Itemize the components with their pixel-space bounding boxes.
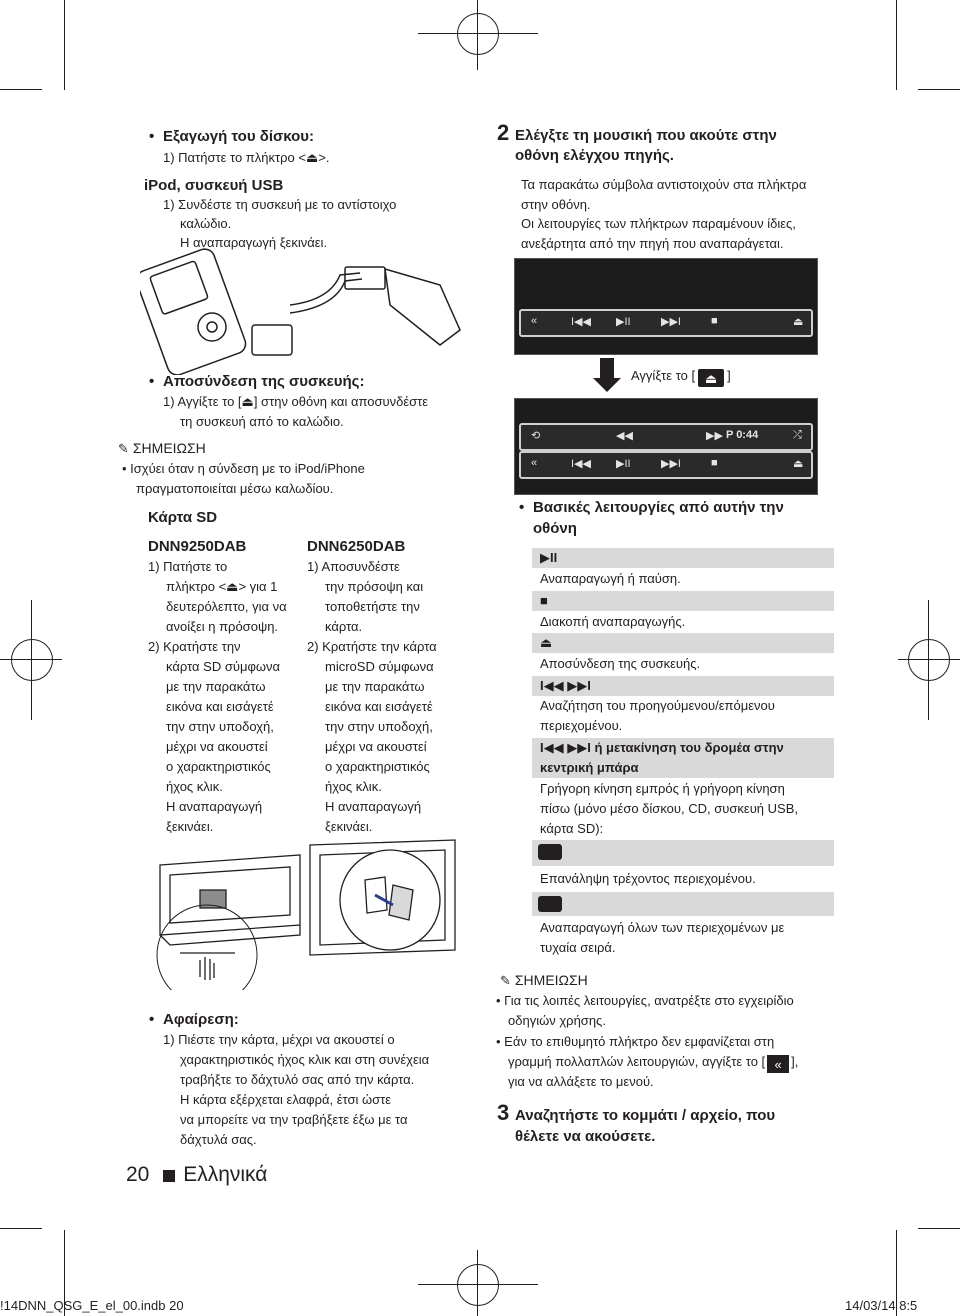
function-desc: Αναζήτηση του προηγούμενου/επόμενου xyxy=(540,698,775,713)
model-a-line: εικόνα και εισάγετέ xyxy=(166,699,274,714)
eject-icon[interactable]: ⏏ xyxy=(793,458,804,470)
note-line: • Για τις λοιπές λειτουργίες, ανατρέξτε στο εγχειρίδιο xyxy=(496,993,794,1008)
step-3-number: 3 xyxy=(497,1100,510,1125)
microsd-illustration xyxy=(305,835,470,960)
model-a-line: Η αναπαραγωγή xyxy=(166,799,263,814)
crop-mark xyxy=(896,0,897,90)
function-desc: Επανάληψη τρέχοντος περιεχομένου. xyxy=(540,871,756,886)
model-a-line: ξεκινάει. xyxy=(166,819,214,834)
registration-mark xyxy=(457,1264,499,1306)
model-a-line: κάρτα SD σύμφωνα xyxy=(166,659,281,674)
model-b-line: την στην υποδοχή, xyxy=(325,719,433,734)
model-a-line: 2) Κρατήστε την xyxy=(148,639,241,654)
remove-line: τραβήξτε το δάχτυλό σας από την κάρτα. xyxy=(180,1072,415,1087)
model-b-line: ήχος κλικ. xyxy=(325,779,382,794)
step-2-heading: Ελέγξτε τη μουσική που ακούτε στην xyxy=(515,127,777,144)
ipod-step: Η αναπαραγωγή ξεκινάει. xyxy=(180,235,328,250)
menu-left-icon[interactable]: « xyxy=(531,457,538,469)
remove-line: να μπορείτε να την τραβήξετε έξω με τα xyxy=(180,1112,408,1127)
sd-card-illustration xyxy=(150,835,310,990)
touch-instruction xyxy=(631,366,731,387)
crop-mark xyxy=(918,1228,960,1229)
seek-key: I◀◀ ▶▶I ή μετακίνηση του δρομέα στην xyxy=(540,740,784,755)
registration-mark xyxy=(457,13,499,55)
note-text: ], xyxy=(791,1054,799,1069)
remove-line: δάχτυλά σας. xyxy=(180,1132,257,1147)
model-b-line: Η αναπαραγωγή xyxy=(325,799,422,814)
model-b-line: με την παρακάτω xyxy=(325,679,425,694)
function-key-bar xyxy=(532,548,834,568)
function-desc: Αναπαραγωγή ή παύση. xyxy=(540,571,681,586)
model-b-line: εικόνα και εισάγετέ xyxy=(325,699,433,714)
note-line: • Εάν το επιθυμητό πλήκτρο δεν εμφανίζεται στη xyxy=(496,1034,775,1049)
function-key-bar xyxy=(532,738,834,778)
note-line: πραγματοποιείται μέσω καλωδίου. xyxy=(136,481,334,496)
function-key-bar xyxy=(532,676,834,696)
step-3-heading: θέλετε να ακούσετε. xyxy=(515,1128,656,1145)
model-a-line: δευτερόλεπτο, για να xyxy=(166,599,287,614)
function-key-bar xyxy=(532,591,834,611)
ipod-usb-illustration xyxy=(140,245,470,375)
pencil-icon: ✎ xyxy=(118,441,129,456)
function-desc: Γρήγορη κίνηση εμπρός ή γρήγορη κίνηση xyxy=(540,781,785,796)
model-a-line: με την παρακάτω xyxy=(166,679,266,694)
repeat-icon xyxy=(538,844,562,860)
repeat-icon[interactable]: ⟲ xyxy=(531,430,541,442)
stop-icon[interactable]: ■ xyxy=(711,457,718,469)
play-pause-key: ▶II xyxy=(540,550,558,565)
print-date-label: 14/03/14 8:5 xyxy=(845,1298,918,1313)
function-desc: Αποσύνδεση της συσκευής. xyxy=(540,656,701,671)
model-a-title: DNN9250DAB xyxy=(148,538,247,555)
function-desc: περιεχομένου. xyxy=(540,718,623,733)
function-desc: τυχαία σειρά. xyxy=(540,940,616,955)
function-key-bar xyxy=(532,633,834,653)
function-desc: Αναπαραγωγή όλων των περιεχομένων με xyxy=(540,920,785,935)
note-title: ΣΗΜΕΙΩΣΗ xyxy=(514,972,588,988)
menu-key-icon: « xyxy=(767,1055,789,1073)
step-2-desc: Τα παρακάτω σύμβολα αντιστοιχούν στα πλήκτρα xyxy=(521,177,807,192)
down-arrow-shaft xyxy=(600,358,614,380)
touch-label-end: ] xyxy=(727,368,731,383)
eject-icon[interactable]: ⏏ xyxy=(793,316,804,328)
note-text: Εάν το επιθυμητό πλήκτρο δεν εμφανίζεται στη xyxy=(504,1034,775,1049)
eject-step: 1) Πατήστε το πλήκτρο <⏏>. xyxy=(163,150,330,165)
note-line xyxy=(508,1052,798,1073)
model-b-line: κάρτα. xyxy=(325,619,363,634)
disconnect-title: • Αποσύνδεση της συσκευής: xyxy=(163,372,364,392)
square-marker-icon xyxy=(163,1170,175,1182)
stop-icon[interactable]: ■ xyxy=(711,315,718,327)
crop-mark xyxy=(0,1228,42,1229)
step-2-heading: οθόνη ελέγχου πηγής. xyxy=(515,147,674,164)
remove-line: Η κάρτα εξέρχεται ελαφρά, έτσι ώστε xyxy=(180,1092,392,1107)
step-3-heading: Αναζητήστε το κομμάτι / αρχείο, που xyxy=(515,1107,776,1124)
model-b-line: ξεκινάει. xyxy=(325,819,373,834)
remove-line: χαρακτηριστικός ήχος κλικ και στη συνέχεια xyxy=(180,1052,430,1067)
expanded-control-screen xyxy=(514,398,818,495)
model-b-line: ο χαρακτηριστικός xyxy=(325,759,430,774)
step-2-number: 2 xyxy=(497,120,510,145)
crop-mark xyxy=(64,0,65,90)
function-desc: Διακοπή αναπαραγωγής. xyxy=(540,614,686,629)
time-display: P 0:44 xyxy=(726,429,759,441)
page-footer-label xyxy=(126,1163,267,1187)
note-text: Για τις λοιπές λειτουργίες, ανατρέξτε στο εγχειρίδιο xyxy=(504,993,794,1008)
page-language: Ελληνικά xyxy=(183,1163,268,1186)
step-2-desc: ανεξάρτητα από την πηγή που αναπαράγεται. xyxy=(521,236,784,251)
down-arrow-icon xyxy=(593,378,621,392)
previous-icon[interactable]: I◀◀ xyxy=(571,458,591,470)
model-a-line: 1) Πατήστε το xyxy=(148,559,228,574)
basic-functions-title: οθόνη xyxy=(533,520,577,537)
source-control-screen xyxy=(514,258,818,355)
pencil-icon: ✎ xyxy=(500,973,511,988)
model-a-line: την στην υποδοχή, xyxy=(166,719,274,734)
next-icon[interactable]: ▶▶I xyxy=(661,316,681,328)
ipod-step: 1) Συνδέστε τη συσκευή με το αντίστοιχο xyxy=(163,197,397,212)
model-b-line: τοποθετήστε την xyxy=(325,599,420,614)
model-b-line: 2) Κρατήστε την κάρτα xyxy=(307,639,437,654)
play-pause-icon[interactable]: ▶II xyxy=(616,458,631,470)
random-icon xyxy=(538,896,562,912)
model-b-title: DNN6250DAB xyxy=(307,538,406,555)
model-b-line: microSD σύμφωνα xyxy=(325,659,434,674)
note-heading xyxy=(500,970,588,991)
model-a-line: ο χαρακτηριστικός xyxy=(166,759,271,774)
model-b-line: μέχρι να ακουστεί xyxy=(325,739,427,754)
registration-mark xyxy=(11,639,53,681)
eject-key: ⏏ xyxy=(540,635,553,650)
model-a-line: ανοίξει η πρόσοψη. xyxy=(166,619,279,634)
function-key-bar xyxy=(532,892,834,916)
step-2-desc: στην οθόνη. xyxy=(521,197,591,212)
basic-functions-title: • Βασικές λειτουργίες από αυτήν την xyxy=(533,498,784,518)
disconnect-step: 1) Αγγίξτε το [⏏] στην οθόνη και αποσυνδέστε xyxy=(163,394,429,409)
function-desc: κάρτα SD): xyxy=(540,821,604,836)
note-title: ΣΗΜΕΙΩΣΗ xyxy=(132,440,206,456)
disconnect-step: τη συσκευή από το καλώδιο. xyxy=(180,414,344,429)
next-icon[interactable]: ▶▶I xyxy=(661,458,681,470)
rewind-icon[interactable]: ◀◀ xyxy=(616,430,633,442)
registration-mark xyxy=(908,639,950,681)
function-bar xyxy=(519,451,813,479)
note-text: γραμμή πολλαπλών λειτουργιών, αγγίξτε το [ xyxy=(508,1054,766,1069)
remove-title: • Αφαίρεση: xyxy=(163,1010,239,1030)
touch-label: Αγγίξτε το [ xyxy=(631,368,696,383)
previous-icon[interactable]: I◀◀ xyxy=(571,316,591,328)
info-bar xyxy=(519,423,813,451)
function-desc: πίσω (μόνο μέσο δίσκου, CD, συσκευή USB, xyxy=(540,801,798,816)
model-b-line: την πρόσοψη και xyxy=(325,579,424,594)
ipod-step: καλώδιο. xyxy=(180,216,232,231)
random-icon[interactable]: ⤮ xyxy=(793,429,802,441)
note-line: για να αλλάξετε το μενού. xyxy=(508,1074,654,1089)
eject-key-icon: ⏏ xyxy=(698,369,724,387)
menu-left-icon[interactable]: « xyxy=(531,315,538,327)
play-pause-icon[interactable]: ▶II xyxy=(616,316,631,328)
note-heading xyxy=(118,438,206,459)
stop-key: ■ xyxy=(540,593,548,608)
prev-next-key: I◀◀ ▶▶I xyxy=(540,678,591,693)
page-number: 20 xyxy=(126,1163,150,1186)
note-text: Ισχύει όταν η σύνδεση με το iPod/iPhone xyxy=(130,461,365,476)
fast-forward-icon[interactable]: ▶▶ xyxy=(706,430,723,442)
crop-mark xyxy=(0,89,42,90)
ipod-title: iPod, συσκευή USB xyxy=(144,177,284,194)
note-line: οδηγιών χρήσης. xyxy=(508,1013,606,1028)
print-file-label: !14DNN_QSG_E_el_00.indb 20 xyxy=(0,1298,184,1313)
model-a-line: μέχρι να ακουστεί xyxy=(166,739,268,754)
note-line: • Ισχύει όταν η σύνδεση με το iPod/iPhone xyxy=(122,461,365,476)
model-a-line: πλήκτρο <⏏> για 1 xyxy=(166,579,278,594)
eject-title: • Εξαγωγή του δίσκου: xyxy=(163,127,314,147)
step-2-desc: Οι λειτουργίες των πλήκτρων παραμένουν ίδιες, xyxy=(521,216,796,231)
sd-title: Κάρτα SD xyxy=(148,509,218,526)
function-key-bar xyxy=(532,840,834,866)
crop-mark xyxy=(918,89,960,90)
function-bar xyxy=(519,309,813,337)
model-b-line: 1) Αποσυνδέστε xyxy=(307,559,400,574)
seek-key-line2: κεντρική μπάρα xyxy=(540,760,639,775)
model-a-line: ήχος κλικ. xyxy=(166,779,223,794)
remove-line: 1) Πιέστε την κάρτα, μέχρι να ακουστεί ο xyxy=(163,1032,395,1047)
